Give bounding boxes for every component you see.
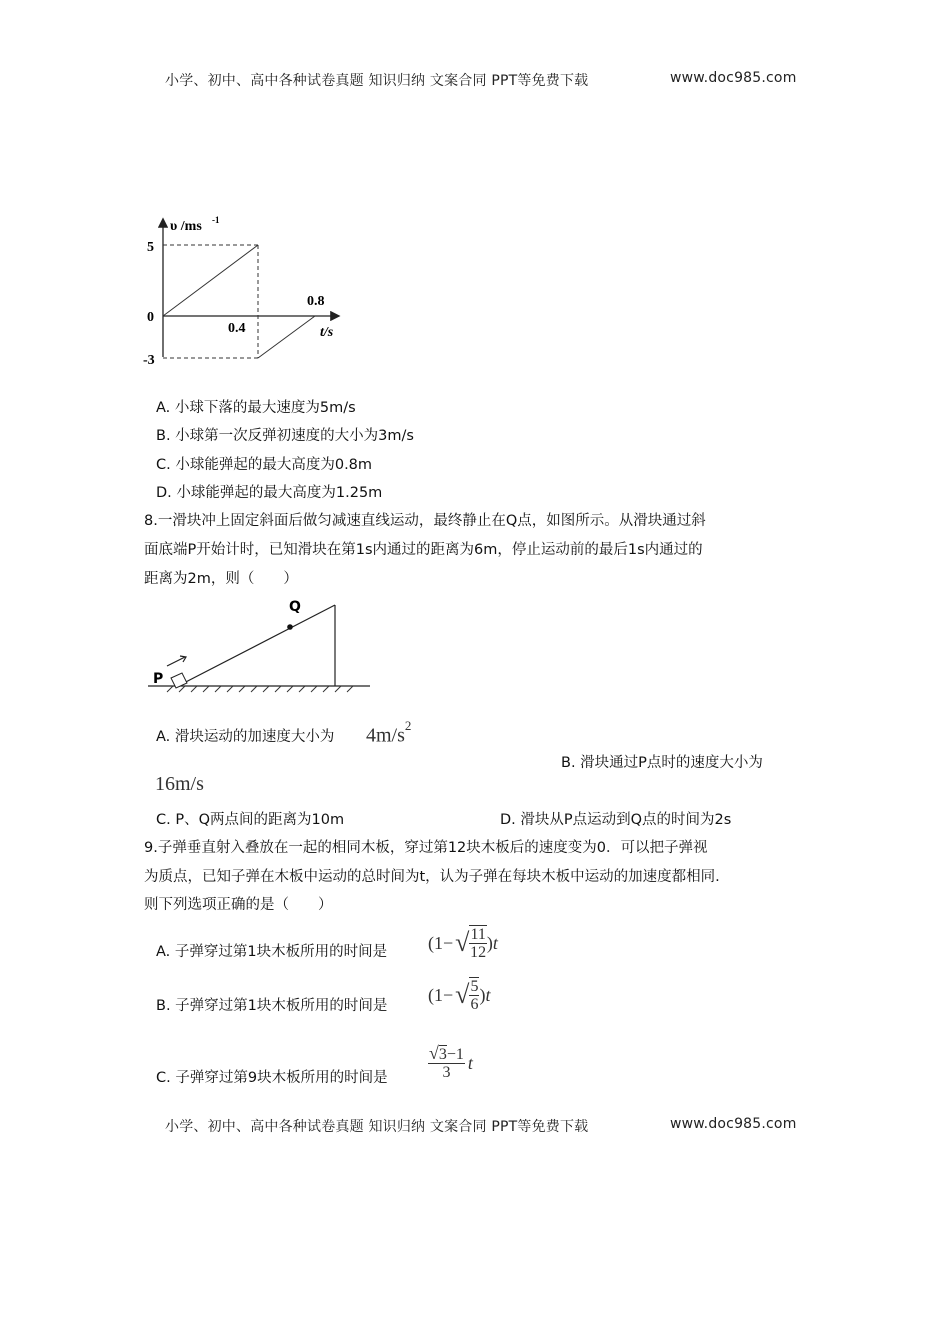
q8-stem-line3: 距离为2m，则（ ） [144, 571, 298, 587]
q8-stem-line2: 面底端P开始计时，已知滑块在第1s内通过的距离为6m，停止运动前的最后1s内通过的 [144, 542, 703, 558]
q9-b-sqrt-icon: √ [455, 980, 470, 1009]
q9-option-c-math [428, 1040, 473, 1086]
q9-a-den: 12 [470, 944, 487, 961]
page-footer [165, 1116, 588, 1136]
y-axis-exp: -1 [212, 215, 220, 225]
q8-stem-line1: 8.一滑块冲上固定斜面后做匀减速直线运动，最终静止在Q点，如图所示。从滑块通过斜 [144, 513, 706, 529]
q9-c-minus1: −1 [446, 1046, 464, 1063]
header-text: 小学、初中、高中各种试卷真题 知识归纳 文案合同 PPT等免费下载 [165, 73, 589, 89]
q9-c-t: t [467, 1052, 473, 1073]
q8-option-a-value: 4m/s [366, 724, 405, 747]
q9-option-a: A. 子弹穿过第1块木板所用的时间是 [156, 944, 388, 960]
q9-c-radicand: 3 [438, 1046, 447, 1063]
point-q [287, 624, 293, 630]
q9-b-den: 6 [470, 996, 479, 1013]
q9-a-close: ) [486, 932, 493, 953]
x-axis-label: t/s [320, 325, 334, 340]
q9-option-a-math [428, 922, 498, 964]
page-header [165, 70, 588, 90]
q8-option-b: B. 滑块通过P点时的速度大小为 [561, 755, 763, 771]
q9-option-c: C. 子弹穿过第9块木板所用的时间是 [156, 1070, 388, 1086]
q8-option-c: C. P、Q两点间的距离为10m [156, 812, 345, 828]
q8-option-a-exp: 2 [404, 718, 412, 733]
q7-option-b: B. 小球第一次反弹初速度的大小为3m/s [156, 428, 414, 444]
q9-c-den: 3 [442, 1064, 451, 1081]
q8-option-a [156, 727, 334, 747]
header-url[interactable]: www.doc985.com [670, 70, 797, 86]
q9-b-fraction [469, 977, 479, 1013]
q8-option-a-text: A. 滑块运动的加速度大小为 [156, 729, 335, 745]
q9-a-t: t [492, 932, 498, 953]
velocity-arrow [167, 657, 185, 666]
ground-hatching [167, 686, 353, 692]
q9-a-open: (1− [428, 932, 454, 953]
q8-option-a-math [366, 718, 412, 748]
q8-option-d: D. 滑块从P点运动到Q点的时间为2s [500, 812, 732, 828]
incline-figure [145, 595, 375, 695]
q7-option-d: D. 小球能弹起的最大高度为1.25m [156, 485, 383, 501]
footer-url[interactable]: www.doc985.com [670, 1116, 797, 1132]
q7-option-c: C. 小球能弹起的最大高度为0.8m [156, 457, 373, 473]
y-axis-label: υ /ms [170, 219, 202, 234]
label-q: Q [289, 599, 301, 615]
tick-5: 5 [147, 240, 154, 255]
q9-b-t: t [485, 984, 491, 1005]
q9-option-b: B. 子弹穿过第1块木板所用的时间是 [156, 998, 388, 1014]
q9-stem-line1: 9.子弹垂直射入叠放在一起的相同木板，穿过第12块木板后的速度变为0．可以把子弹视 [144, 840, 708, 856]
velocity-time-graph [140, 212, 350, 372]
q9-c-num [428, 1045, 465, 1064]
label-p: P [153, 671, 164, 687]
footer-text: 小学、初中、高中各种试卷真题 知识归纳 文案合同 PPT等免费下载 [165, 1119, 589, 1135]
q9-a-sqrt-icon: √ [455, 928, 470, 957]
tick-neg3: -3 [143, 353, 155, 368]
segment-falling [163, 245, 258, 316]
q9-stem-line3: 则下列选项正确的是（ ） [144, 897, 333, 913]
q8-option-b-math: 16m/s [155, 773, 204, 795]
q9-c-fraction [428, 1045, 465, 1081]
q9-b-close: ) [479, 984, 486, 1005]
incline-surface [178, 605, 335, 686]
q9-a-num: 11 [470, 926, 486, 943]
q9-a-fraction [469, 925, 486, 961]
q9-option-b-math [428, 974, 490, 1016]
q9-stem-line2: 为质点，已知子弹在木板中运动的总时间为t，认为子弹在每块木板中运动的加速度都相同. [144, 869, 720, 885]
q9-c-sqrt-icon: √ [429, 1043, 439, 1063]
tick-0.4: 0.4 [228, 321, 246, 336]
segment-rebound [258, 316, 315, 358]
tick-0.8: 0.8 [307, 294, 325, 309]
q7-option-a: A. 小球下落的最大速度为5m/s [156, 400, 356, 416]
tick-0: 0 [147, 310, 154, 325]
q9-b-num: 5 [470, 978, 479, 995]
q9-b-open: (1− [428, 984, 454, 1005]
